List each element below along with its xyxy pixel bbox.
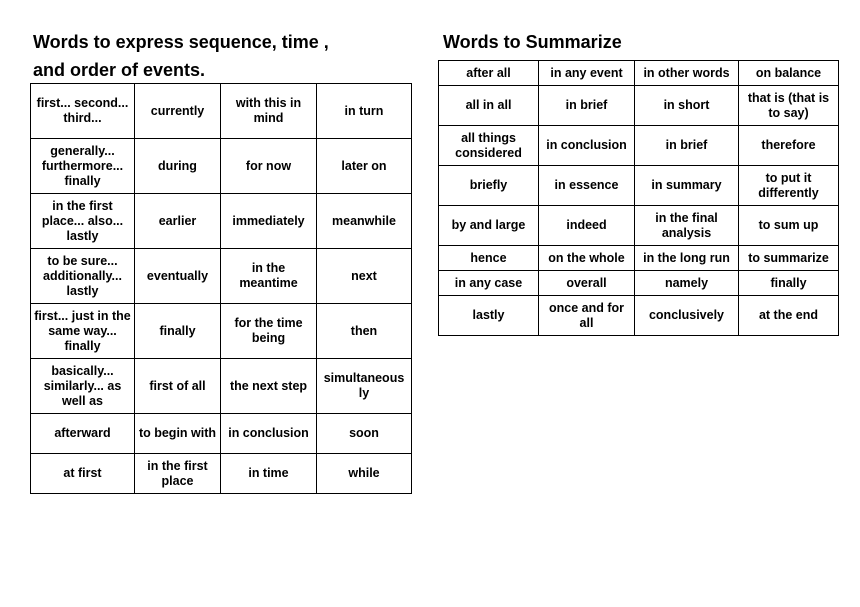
sequence-title: [33, 28, 413, 84]
table-cell: in the first place... also... lastly: [31, 194, 135, 249]
table-cell: hence: [439, 246, 539, 271]
table-cell: in conclusion: [221, 414, 317, 454]
table-row: [31, 304, 412, 359]
table-cell: in conclusion: [539, 126, 635, 166]
table-row: [439, 271, 839, 296]
table-cell: generally... furthermore... finally: [31, 139, 135, 194]
table-cell: to put it differently: [739, 166, 839, 206]
table-row: [31, 139, 412, 194]
table-cell: in the long run: [635, 246, 739, 271]
table-cell: in brief: [539, 86, 635, 126]
table-cell: to sum up: [739, 206, 839, 246]
table-cell: first... just in the same way... finally: [31, 304, 135, 359]
table-row: [31, 194, 412, 249]
table-cell: namely: [635, 271, 739, 296]
summarize-words-table: [438, 60, 839, 336]
table-cell: in the meantime: [221, 249, 317, 304]
table-cell: in short: [635, 86, 739, 126]
table-row: [439, 86, 839, 126]
table-cell: later on: [317, 139, 412, 194]
table-cell: finally: [135, 304, 221, 359]
table-cell: at the end: [739, 296, 839, 336]
table-cell: all things considered: [439, 126, 539, 166]
table-cell: basically... similarly... as well as: [31, 359, 135, 414]
table-cell: in the first place: [135, 454, 221, 494]
table-cell: in the final analysis: [635, 206, 739, 246]
table-cell: for the time being: [221, 304, 317, 359]
table-cell: to summarize: [739, 246, 839, 271]
sequence-words-table: [30, 83, 412, 494]
table-cell: by and large: [439, 206, 539, 246]
table-cell: simultaneous ly: [317, 359, 412, 414]
table-cell: currently: [135, 84, 221, 139]
table-cell: on the whole: [539, 246, 635, 271]
table-row: [439, 126, 839, 166]
table-cell: for now: [221, 139, 317, 194]
table-cell: to begin with: [135, 414, 221, 454]
sequence-title-line-1: Words to express sequence, time ,: [33, 32, 329, 52]
table-row: [439, 166, 839, 206]
table-row: [439, 296, 839, 336]
table-cell: meanwhile: [317, 194, 412, 249]
table-cell: next: [317, 249, 412, 304]
table-cell: in summary: [635, 166, 739, 206]
table-cell: therefore: [739, 126, 839, 166]
table-cell: with this in mind: [221, 84, 317, 139]
table-cell: in turn: [317, 84, 412, 139]
table-cell: that is (that is to say): [739, 86, 839, 126]
table-cell: soon: [317, 414, 412, 454]
table-cell: finally: [739, 271, 839, 296]
table-cell: after all: [439, 61, 539, 86]
table-row: [31, 454, 412, 494]
table-cell: earlier: [135, 194, 221, 249]
table-row: [439, 206, 839, 246]
table-cell: lastly: [439, 296, 539, 336]
table-cell: immediately: [221, 194, 317, 249]
table-cell: first... second... third...: [31, 84, 135, 139]
table-cell: conclusively: [635, 296, 739, 336]
table-cell: in essence: [539, 166, 635, 206]
table-cell: all in all: [439, 86, 539, 126]
table-cell: indeed: [539, 206, 635, 246]
table-cell: to be sure... additionally... lastly: [31, 249, 135, 304]
table-cell: the next step: [221, 359, 317, 414]
table-row: [439, 61, 839, 86]
table-cell: at first: [31, 454, 135, 494]
table-cell: while: [317, 454, 412, 494]
table-row: [439, 246, 839, 271]
table-cell: eventually: [135, 249, 221, 304]
summarize-title: Words to Summarize: [443, 32, 622, 52]
table-cell: overall: [539, 271, 635, 296]
table-cell: once and for all: [539, 296, 635, 336]
table-cell: in other words: [635, 61, 739, 86]
table-row: [31, 249, 412, 304]
table-cell: in any case: [439, 271, 539, 296]
table-cell: briefly: [439, 166, 539, 206]
table-cell: during: [135, 139, 221, 194]
table-cell: in any event: [539, 61, 635, 86]
table-cell: then: [317, 304, 412, 359]
sequence-title-line-2: and order of events.: [33, 60, 206, 80]
table-row: [31, 414, 412, 454]
table-cell: first of all: [135, 359, 221, 414]
table-row: [31, 84, 412, 139]
table-cell: in time: [221, 454, 317, 494]
table-cell: in brief: [635, 126, 739, 166]
table-row: [31, 359, 412, 414]
table-cell: afterward: [31, 414, 135, 454]
table-cell: on balance: [739, 61, 839, 86]
